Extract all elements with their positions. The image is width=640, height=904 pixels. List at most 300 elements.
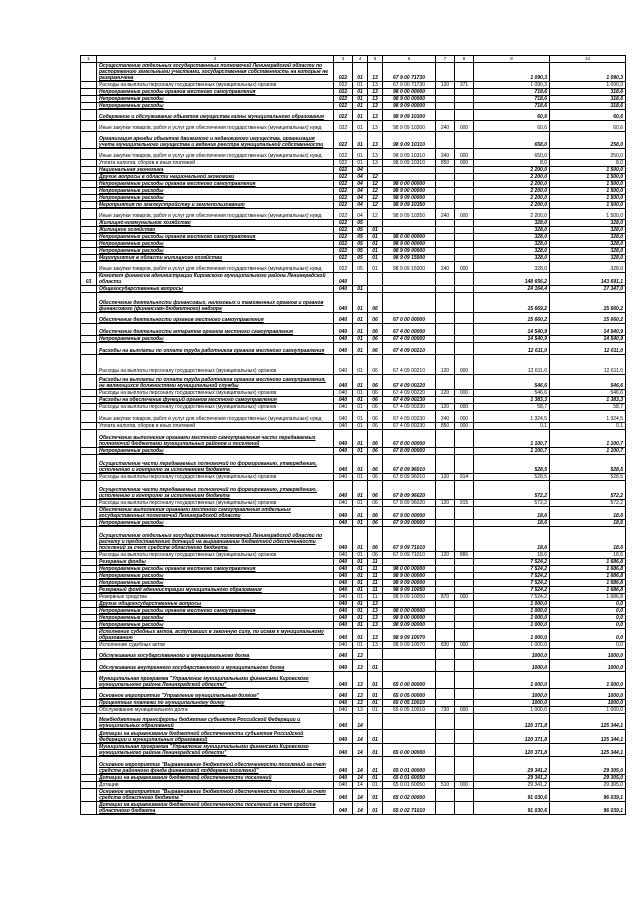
amount-year2-cell: 17 347,0 <box>550 286 626 293</box>
ministry-code-cell: 040 <box>334 601 353 608</box>
ministry-code-cell: 022 <box>334 181 353 188</box>
amount-year2-cell: 0,0 <box>550 615 626 622</box>
ministry-code-cell: 040 <box>334 507 353 520</box>
row-number-cell <box>81 744 97 757</box>
table-row <box>81 103 626 110</box>
amount-year2-cell: 1000,0 <box>550 689 626 700</box>
extra-code-cell <box>455 313 474 324</box>
target-article-cell: 67 4 09 00000 <box>383 336 436 343</box>
expense-type-cell <box>436 649 455 660</box>
column-number-4: 4 <box>353 56 368 63</box>
amount-year1-cell: 1000,0 <box>474 660 550 672</box>
section-code-cell: 14 <box>353 782 368 789</box>
amount-year1-cell: 7 524,2 <box>474 559 550 566</box>
extra-code-cell <box>455 730 474 744</box>
extra-code-cell <box>455 587 474 594</box>
expense-type-cell <box>436 375 455 390</box>
amount-year2-cell: 1 100,7 <box>550 430 626 448</box>
target-article-cell: 98 0 00 00000 <box>383 608 436 615</box>
amount-year2-cell: 1 500,0 <box>550 195 626 202</box>
table-row <box>81 573 626 580</box>
expense-type-cell <box>436 520 455 527</box>
column-number-5: 5 <box>368 56 383 63</box>
table-row <box>81 789 626 802</box>
ministry-code-cell: 040 <box>334 566 353 573</box>
table-row <box>81 63 626 82</box>
amount-year1-cell: 1 000,0 <box>474 608 550 615</box>
target-article-cell: 98 9 09 15000 <box>383 255 436 262</box>
amount-year1-cell: 18,6 <box>474 507 550 520</box>
amount-year1-cell: 2 200,0 <box>474 195 550 202</box>
section-code-cell: 04 <box>353 174 368 181</box>
target-article-cell: 98 9 00 00000 <box>383 573 436 580</box>
target-article-cell: 65 0 05 10010 <box>383 700 436 707</box>
row-number-cell <box>81 481 97 500</box>
subsection-code-cell: 06 <box>368 448 383 455</box>
expense-type-cell <box>436 689 455 700</box>
extra-code-cell <box>455 481 474 500</box>
amount-year1-cell: 7 524,2 <box>474 573 550 580</box>
ministry-code-cell: 040 <box>334 649 353 660</box>
name-cell: Основное мероприятие "Управление муниципальным долгом" <box>97 689 334 700</box>
target-article-cell: 67 8 09 96010 <box>383 474 436 481</box>
name-cell: Осуществление части передаваемых полномочий по формированию, утверждению, исполнению и контролю за исполнением бюджета <box>97 455 334 474</box>
row-number-cell <box>81 700 97 707</box>
name-cell: Непрограммные расходы <box>97 580 334 587</box>
amount-year1-cell: 14 540,9 <box>474 324 550 336</box>
amount-year1-cell: 60,6 <box>474 110 550 121</box>
row-number-cell <box>81 608 97 615</box>
amount-year2-cell: 1 500,0 <box>550 181 626 188</box>
row-number-cell <box>81 234 97 241</box>
name-cell: Расходы на выплаты персоналу государственных (муниципальных) органов <box>97 500 334 507</box>
row-number-cell <box>81 448 97 455</box>
ministry-code-cell: 040 <box>334 700 353 707</box>
amount-year1-cell: 1 100,7 <box>474 448 550 455</box>
subsection-code-cell: 12 <box>368 174 383 181</box>
table-row <box>81 167 626 174</box>
table-row <box>81 262 626 273</box>
target-article-cell <box>383 273 436 286</box>
amount-year2-cell: 528,5 <box>550 455 626 474</box>
amount-year2-cell: 258,0 <box>550 132 626 149</box>
name-cell: Расходы на выплаты персоналу государственных (муниципальных) органов <box>97 404 334 411</box>
amount-year2-cell: 318,6 <box>550 103 626 110</box>
section-code-cell <box>353 273 368 286</box>
section-code-cell: 14 <box>353 744 368 757</box>
row-number-cell <box>81 174 97 181</box>
section-code-cell: 01 <box>353 82 368 89</box>
name-cell: Осуществление части передаваемых полномочий по формированию, утверждению, исполнению и контролю за исполнением бюджета <box>97 481 334 500</box>
expense-type-cell <box>436 455 455 474</box>
target-article-cell <box>383 714 436 730</box>
amount-year2-cell: 1 383,3 <box>550 397 626 404</box>
expense-type-cell <box>436 622 455 629</box>
name-cell: Мероприятия в области жилищного хозяйства <box>97 255 334 262</box>
target-article-cell: 65 0 05 10010 <box>383 707 436 714</box>
section-code-cell: 01 <box>353 615 368 622</box>
amount-year2-cell: 1 324,5 <box>550 411 626 423</box>
amount-year2-cell: 1 090,3 <box>550 63 626 82</box>
amount-year1-cell: 12 611,0 <box>474 355 550 375</box>
extra-code-cell <box>455 375 474 390</box>
target-article-cell: 67 8 09 96020 <box>383 500 436 507</box>
target-article-cell: 98 9 09 10310 <box>383 132 436 149</box>
amount-year1-cell: 91 030,6 <box>474 789 550 802</box>
amount-year2-cell: 1 686,8 <box>550 587 626 594</box>
extra-code-cell <box>455 397 474 404</box>
expense-type-cell <box>436 448 455 455</box>
subsection-code-cell: 06 <box>368 390 383 397</box>
section-code-cell: 01 <box>353 343 368 355</box>
target-article-cell: 98 9 00 00000 <box>383 615 436 622</box>
table-row <box>81 121 626 132</box>
ministry-code-cell: 040 <box>334 455 353 474</box>
extra-code-cell <box>455 455 474 474</box>
target-article-cell: 98 9 09 00000 <box>383 622 436 629</box>
table-row <box>81 782 626 789</box>
target-article-cell: 98 9 09 10310 <box>383 149 436 160</box>
section-code-cell: 14 <box>353 757 368 775</box>
table-row <box>81 622 626 629</box>
extra-code-cell <box>455 507 474 520</box>
table-row <box>81 343 626 355</box>
ministry-code-cell: 040 <box>334 782 353 789</box>
ministry-code-cell: 040 <box>334 404 353 411</box>
amount-year2-cell: 143 691,1 <box>550 273 626 286</box>
section-code-cell: 01 <box>353 355 368 375</box>
name-cell: Обеспечение деятельности органов местного самоуправления <box>97 313 334 324</box>
amount-year1-cell: 1 383,3 <box>474 397 550 404</box>
expense-type-cell <box>436 573 455 580</box>
expense-type-cell: 240 <box>436 149 455 160</box>
name-cell: Уплата налогов, сборов и иных платежей <box>97 423 334 430</box>
name-cell: Жилищно-коммунальное хозяйство <box>97 220 334 227</box>
subsection-code-cell: 06 <box>368 455 383 474</box>
extra-code-cell <box>455 622 474 629</box>
amount-year2-cell: 318,6 <box>550 89 626 96</box>
column-number-7: 7 <box>436 56 455 63</box>
amount-year1-cell: 546,6 <box>474 375 550 390</box>
table-row <box>81 397 626 404</box>
amount-year1-cell: 7 524,2 <box>474 594 550 601</box>
subsection-code-cell: 13 <box>368 121 383 132</box>
row-number-cell <box>81 802 97 815</box>
ministry-code-cell: 022 <box>334 248 353 255</box>
table-row <box>81 181 626 188</box>
row-number-cell <box>81 195 97 202</box>
row-number-cell <box>81 375 97 390</box>
expense-type-cell: 510 <box>436 782 455 789</box>
name-cell: Основное мероприятие "Выравнивание бюджетной обеспеченности поселений за счет средств районного фонда финансовой поддержки поселений" <box>97 757 334 775</box>
table-row <box>81 566 626 573</box>
target-article-cell: 67 0 00 00000 <box>383 313 436 324</box>
extra-code-cell <box>455 649 474 660</box>
amount-year1-cell: 2 200,0 <box>474 174 550 181</box>
name-cell: Исполнение судебных актов, вступивших в законную силу, по искам к муниципальному образованию <box>97 629 334 642</box>
section-code-cell: 01 <box>353 423 368 430</box>
amount-year2-cell: 546,6 <box>550 390 626 397</box>
row-number-cell <box>81 248 97 255</box>
ministry-code-cell: 040 <box>334 629 353 642</box>
ministry-code-cell: 022 <box>334 202 353 209</box>
extra-code-cell <box>455 241 474 248</box>
amount-year1-cell: 528,5 <box>474 474 550 481</box>
subsection-code-cell: 01 <box>368 775 383 782</box>
table-row <box>81 248 626 255</box>
expense-type-cell <box>436 132 455 149</box>
subsection-code-cell: 06 <box>368 507 383 520</box>
table-row <box>81 188 626 195</box>
section-code-cell: 01 <box>353 89 368 96</box>
ministry-code-cell: 022 <box>334 255 353 262</box>
extra-code-cell: 000 <box>455 160 474 167</box>
ministry-code-cell: 022 <box>334 227 353 234</box>
amount-year1-cell: 29 341,2 <box>474 757 550 775</box>
target-article-cell: 67 4 09 00230 <box>383 411 436 423</box>
expense-type-cell: 240 <box>436 209 455 220</box>
extra-code-cell <box>455 802 474 815</box>
table-row <box>81 313 626 324</box>
ministry-code-cell: 022 <box>334 89 353 96</box>
target-article-cell: 67 8 00 00000 <box>383 430 436 448</box>
extra-code-cell <box>455 629 474 642</box>
name-cell: Расходы на выплаты по оплате труда работников органов местного самоуправления, не являющихся должностями муниципальной службы <box>97 375 334 390</box>
table-row <box>81 757 626 775</box>
expense-type-cell <box>436 174 455 181</box>
extra-code-cell: 000 <box>455 594 474 601</box>
target-article-cell: 67 9 09 71010 <box>383 527 436 552</box>
extra-code-cell <box>455 110 474 121</box>
table-row <box>81 481 626 500</box>
extra-code-cell <box>455 775 474 782</box>
expense-type-cell: 120 <box>436 82 455 89</box>
target-article-cell: 67 8 09 00000 <box>383 448 436 455</box>
extra-code-cell <box>455 89 474 96</box>
expense-type-cell <box>436 744 455 757</box>
ministry-code-cell: 040 <box>334 622 353 629</box>
subsection-code-cell: 11 <box>368 559 383 566</box>
amount-year2-cell: 125 344,1 <box>550 744 626 757</box>
extra-code-cell <box>455 202 474 209</box>
table-row <box>81 286 626 293</box>
name-cell: Другие общегосударственные вопросы <box>97 601 334 608</box>
amount-year2-cell: 14 540,9 <box>550 336 626 343</box>
target-article-cell: 98 0 00 00000 <box>383 89 436 96</box>
table-row <box>81 707 626 714</box>
ministry-code-cell: 040 <box>334 390 353 397</box>
name-cell: Непрограммные расходы <box>97 336 334 343</box>
row-number-cell <box>81 714 97 730</box>
name-cell: Непрограммные расходы <box>97 103 334 110</box>
amount-year1-cell: 572,2 <box>474 500 550 507</box>
extra-code-cell: 000 <box>455 642 474 649</box>
section-code-cell: 01 <box>353 96 368 103</box>
target-article-cell: 67 4 09 00230 <box>383 404 436 411</box>
name-cell: Дотации на выравнивание бюджетной обеспеченности поселений <box>97 775 334 782</box>
table-row <box>81 423 626 430</box>
amount-year1-cell: 120 371,8 <box>474 730 550 744</box>
amount-year1-cell: 718,6 <box>474 96 550 103</box>
expense-type-cell <box>436 110 455 121</box>
section-code-cell: 01 <box>353 520 368 527</box>
row-number-cell <box>81 615 97 622</box>
row-number-cell <box>81 89 97 96</box>
amount-year2-cell: 328,0 <box>550 241 626 248</box>
table-row <box>81 255 626 262</box>
subsection-code-cell: 11 <box>368 594 383 601</box>
ministry-code-cell: 022 <box>334 220 353 227</box>
ministry-code-cell: 040 <box>334 642 353 649</box>
table-row <box>81 689 626 700</box>
section-code-cell: 05 <box>353 234 368 241</box>
table-row <box>81 559 626 566</box>
amount-year1-cell: 1 000,0 <box>474 622 550 629</box>
target-article-cell <box>383 174 436 181</box>
row-number-cell <box>81 689 97 700</box>
row-number-cell <box>81 430 97 448</box>
amount-year2-cell: 1 090,3 <box>550 82 626 89</box>
section-code-cell: 01 <box>353 448 368 455</box>
name-cell: Иные закупки товаров, работ и услуг для обеспечения государственных (муниципальных) нужд <box>97 149 334 160</box>
extra-code-cell <box>455 96 474 103</box>
section-code-cell: 01 <box>353 149 368 160</box>
amount-year1-cell: 24 164,4 <box>474 286 550 293</box>
section-code-cell: 01 <box>353 390 368 397</box>
subsection-code-cell: 13 <box>368 149 383 160</box>
amount-year1-cell: 2 200,0 <box>474 209 550 220</box>
name-cell: Межбюджетные трансферты бюджетам субъектов Российской Федерации и муниципальных образований <box>97 714 334 730</box>
amount-year1-cell: 15 660,2 <box>474 313 550 324</box>
expense-type-cell <box>436 629 455 642</box>
extra-code-cell <box>455 343 474 355</box>
amount-year2-cell: 328,0 <box>550 227 626 234</box>
amount-year1-cell: 18,6 <box>474 552 550 559</box>
row-number-cell <box>81 160 97 167</box>
extra-code-cell <box>455 220 474 227</box>
expense-type-cell <box>436 313 455 324</box>
extra-code-cell <box>455 744 474 757</box>
target-article-cell <box>383 559 436 566</box>
expense-type-cell <box>436 255 455 262</box>
target-article-cell: 67 4 09 00230 <box>383 397 436 404</box>
table-row <box>81 375 626 390</box>
amount-year2-cell: 12 611,0 <box>550 355 626 375</box>
row-number-cell <box>81 573 97 580</box>
expense-type-cell: 240 <box>436 262 455 273</box>
name-cell: Резервные средства <box>97 594 334 601</box>
target-article-cell: 98 0 00 00000 <box>383 566 436 573</box>
section-code-cell: 01 <box>353 629 368 642</box>
section-code-cell: 14 <box>353 802 368 815</box>
amount-year2-cell: 125 344,1 <box>550 730 626 744</box>
amount-year1-cell: 7 524,2 <box>474 587 550 594</box>
ministry-code-cell: 022 <box>334 110 353 121</box>
ministry-code-cell: 022 <box>334 262 353 273</box>
amount-year1-cell: 528,5 <box>474 455 550 474</box>
ministry-code-cell: 040 <box>334 789 353 802</box>
column-number-3: 3 <box>334 56 353 63</box>
subsection-code-cell: 06 <box>368 355 383 375</box>
extra-code-cell <box>455 293 474 313</box>
amount-year2-cell: 58,7 <box>550 404 626 411</box>
table-row <box>81 234 626 241</box>
target-article-cell: 98 9 00 00000 <box>383 188 436 195</box>
ministry-code-cell: 040 <box>334 448 353 455</box>
name-cell: Осуществление отдельных государственных полномочий Ленинградской области по расчету и предоставлению дотаций на выравнивание бюджетной обеспеченности поселений за счет средств областного бюджета <box>97 527 334 552</box>
amount-year1-cell: 546,6 <box>474 390 550 397</box>
row-number-cell <box>81 649 97 660</box>
ministry-code-cell: 040 <box>334 355 353 375</box>
row-number-cell <box>81 423 97 430</box>
amount-year1-cell: 2 200,0 <box>474 181 550 188</box>
ministry-code-cell: 022 <box>334 121 353 132</box>
extra-code-cell <box>455 234 474 241</box>
name-cell: Общегосударственные вопросы <box>97 286 334 293</box>
row-number-cell <box>81 262 97 273</box>
subsection-code-cell: 01 <box>368 782 383 789</box>
ministry-code-cell: 040 <box>334 775 353 782</box>
ministry-code-cell: 040 <box>334 689 353 700</box>
table-row <box>81 455 626 474</box>
section-code-cell: 13 <box>353 660 368 672</box>
row-number-cell <box>81 149 97 160</box>
name-cell: Жилищное хозяйство <box>97 227 334 234</box>
amount-year1-cell: 1 000,0 <box>474 629 550 642</box>
table-row <box>81 227 626 234</box>
name-cell: Обслуживание муниципального долга <box>97 707 334 714</box>
extra-code-cell: 000 <box>455 121 474 132</box>
subsection-code-cell: 13 <box>368 103 383 110</box>
name-cell: Обеспечение выполнения органами местного самоуправления части передаваемых полномочий бюджетами муниципальных районов и поселений <box>97 430 334 448</box>
target-article-cell: 98 9 09 00000 <box>383 195 436 202</box>
amount-year1-cell: 8,0 <box>474 160 550 167</box>
subsection-code-cell: 13 <box>368 89 383 96</box>
amount-year1-cell: 328,0 <box>474 241 550 248</box>
table-row <box>81 355 626 375</box>
target-article-cell <box>383 660 436 672</box>
extra-code-cell <box>455 527 474 552</box>
table-row <box>81 608 626 615</box>
target-article-cell: 65 0 05 00000 <box>383 689 436 700</box>
table-row <box>81 89 626 96</box>
amount-year2-cell: 8,0 <box>550 160 626 167</box>
subsection-code-cell <box>368 220 383 227</box>
ministry-code-cell: 040 <box>334 573 353 580</box>
section-code-cell: 01 <box>353 622 368 629</box>
amount-year2-cell: 29 305,0 <box>550 775 626 782</box>
extra-code-cell <box>455 448 474 455</box>
subsection-code-cell: 13 <box>368 63 383 82</box>
expense-type-cell <box>436 672 455 689</box>
subsection-code-cell: 06 <box>368 343 383 355</box>
extra-code-cell <box>455 566 474 573</box>
subsection-code-cell: 13 <box>368 110 383 121</box>
section-code-cell: 01 <box>353 293 368 313</box>
ministry-code-cell: 040 <box>334 559 353 566</box>
target-article-cell: 98 9 09 10310 <box>383 160 436 167</box>
amount-year2-cell: 12 611,0 <box>550 343 626 355</box>
budget-table-body <box>81 56 626 815</box>
name-cell: Содержание и обслуживание объектов имущества казны муниципального образования <box>97 110 334 121</box>
name-cell: Непрограммные расходы <box>97 448 334 455</box>
section-code-cell: 01 <box>353 313 368 324</box>
name-cell: Иные закупки товаров, работ и услуг для обеспечения государственных (муниципальных) нужд <box>97 411 334 423</box>
expense-type-cell <box>436 608 455 615</box>
subsection-code-cell: 13 <box>368 96 383 103</box>
subsection-code-cell: 12 <box>368 202 383 209</box>
table-row <box>81 672 626 689</box>
